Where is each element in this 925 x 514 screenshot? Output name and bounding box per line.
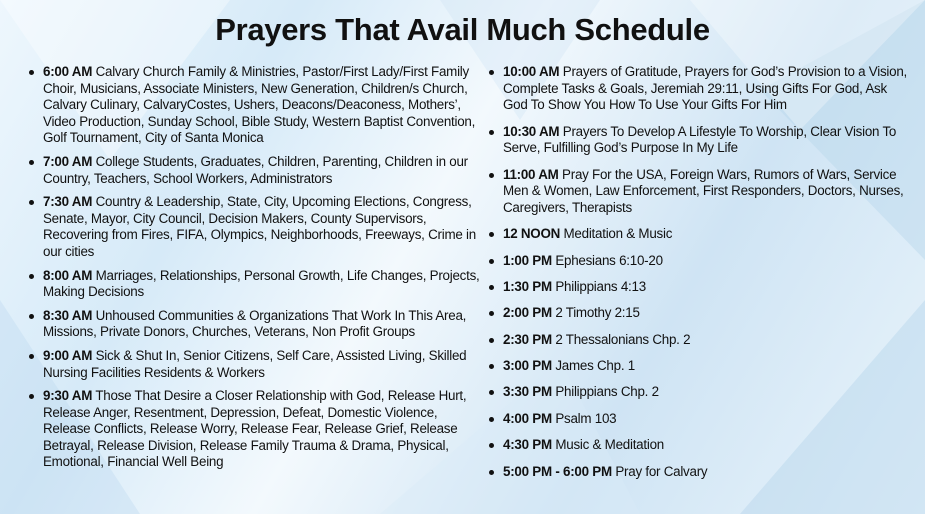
schedule-description: Calvary Church Family & Ministries, Pastor/First Lady/First Family Choir, Musicians, Associate Ministers, New Generation, Children/s Church, Calvary Culinary, CalvaryCostes, Ushers, Deacons/Deaconess, Mothers’, Video Production, Sunday School, Bible Study, Western Baptist Convention, Golf Tournament, City of Santa Monica <box>43 64 476 146</box>
schedule-time: 8:00 AM <box>43 267 93 283</box>
schedule-column-right <box>488 64 908 490</box>
schedule-time: 7:30 AM <box>43 194 93 210</box>
schedule-time: 1:00 PM <box>503 252 552 268</box>
schedule-item <box>488 384 908 401</box>
schedule-time: 10:30 AM <box>503 123 560 139</box>
schedule-time: 9:00 AM <box>43 347 93 363</box>
schedule-item <box>488 332 908 349</box>
schedule-item <box>28 308 484 341</box>
schedule-time: 2:00 PM <box>503 305 552 321</box>
schedule-item <box>488 437 908 454</box>
schedule-item <box>488 279 908 296</box>
schedule-item <box>488 358 908 375</box>
schedule-time: 9:30 AM <box>43 388 93 404</box>
schedule-description: Marriages, Relationships, Personal Growth, Life Changes, Projects, Making Decisions <box>43 267 480 300</box>
schedule-description: Music & Meditation <box>555 437 664 453</box>
schedule-column-left <box>28 64 484 478</box>
schedule-time: 12 NOON <box>503 226 561 242</box>
schedule-item <box>488 226 908 243</box>
schedule-item <box>28 388 484 471</box>
schedule-description: Prayers of Gratitude, Prayers for God’s Provision to a Vision, Complete Tasks & Goals, Jeremiah 29:11, Using Gifts For God, Ask God To Show You How To Use Your Gifts For Him <box>503 64 908 113</box>
schedule-description: Unhoused Communities & Organizations That Work In This Area, Missions, Private Donors, Churches, Veterans, Non Profit Groups <box>43 307 467 340</box>
schedule-item <box>28 194 484 260</box>
schedule-description: Country & Leadership, State, City, Upcoming Elections, Congress, Senate, Mayor, City Council, Decision Makers, County Supervisors, Recovering from Fires, FIFA, Olympics, Neighborhoods, Freeways, Crime in our cities <box>43 194 476 259</box>
schedule-description: Those That Desire a Closer Relationship with God, Release Hurt, Release Anger, Resentment, Depression, Defeat, Domestic Violence, Release Conflicts, Release Worry, Release Fear, Release Grief, Release Betrayal, Release Division, Release Family Trauma & Drama, Physical, Emotional, Financial Well Being <box>43 388 467 470</box>
schedule-description: Pray For the USA, Foreign Wars, Rumors of Wars, Service Men & Women, Law Enforcement, First Responders, Doctors, Nurses, Caregivers, Therapists <box>503 166 904 215</box>
schedule-item <box>488 253 908 270</box>
schedule-time: 4:00 PM <box>503 410 552 426</box>
schedule-time: 4:30 PM <box>503 437 552 453</box>
schedule-description: Philippians 4:13 <box>555 278 646 294</box>
schedule-description: Prayers To Develop A Lifestyle To Worship, Clear Vision To Serve, Fulfilling God’s Purpose In My Life <box>503 123 897 156</box>
page-title: Prayers That Avail Much Schedule <box>215 12 710 47</box>
schedule-time: 11:00 AM <box>503 166 559 182</box>
schedule-item <box>488 411 908 428</box>
schedule-time: 3:30 PM <box>503 384 552 400</box>
schedule-description: Ephesians 6:10-20 <box>555 252 663 268</box>
schedule-time: 3:00 PM <box>503 358 552 374</box>
schedule-time: 6:00 AM <box>43 64 93 79</box>
schedule-item <box>28 64 484 147</box>
schedule-item <box>488 124 908 157</box>
schedule-item <box>488 167 908 217</box>
schedule-item <box>488 305 908 322</box>
schedule-time: 8:30 AM <box>43 307 93 323</box>
schedule-time: 7:00 AM <box>43 153 93 169</box>
schedule-time: 5:00 PM - 6:00 PM <box>503 463 612 479</box>
schedule-description: 2 Timothy 2:15 <box>555 305 640 321</box>
schedule-description: Psalm 103 <box>555 410 617 426</box>
schedule-item <box>488 464 908 481</box>
schedule-time: 1:30 PM <box>503 278 552 294</box>
schedule-item <box>28 154 484 187</box>
schedule-time: 10:00 AM <box>503 64 560 79</box>
schedule-description: Pray for Calvary <box>615 463 708 479</box>
schedule-item <box>488 64 908 114</box>
schedule-item <box>28 348 484 381</box>
schedule-description: James Chp. 1 <box>555 358 635 374</box>
schedule-description: College Students, Graduates, Children, Parenting, Children in our Country, Teachers, School Workers, Administrators <box>43 153 468 186</box>
schedule-description: Sick & Shut In, Senior Citizens, Self Care, Assisted Living, Skilled Nursing Facilities Residents & Workers <box>43 347 467 380</box>
schedule-time: 2:30 PM <box>503 331 552 347</box>
schedule-item <box>28 268 484 301</box>
schedule-description: Philippians Chp. 2 <box>555 384 659 400</box>
schedule-description: Meditation & Music <box>563 226 673 242</box>
schedule-description: 2 Thessalonians Chp. 2 <box>555 331 691 347</box>
